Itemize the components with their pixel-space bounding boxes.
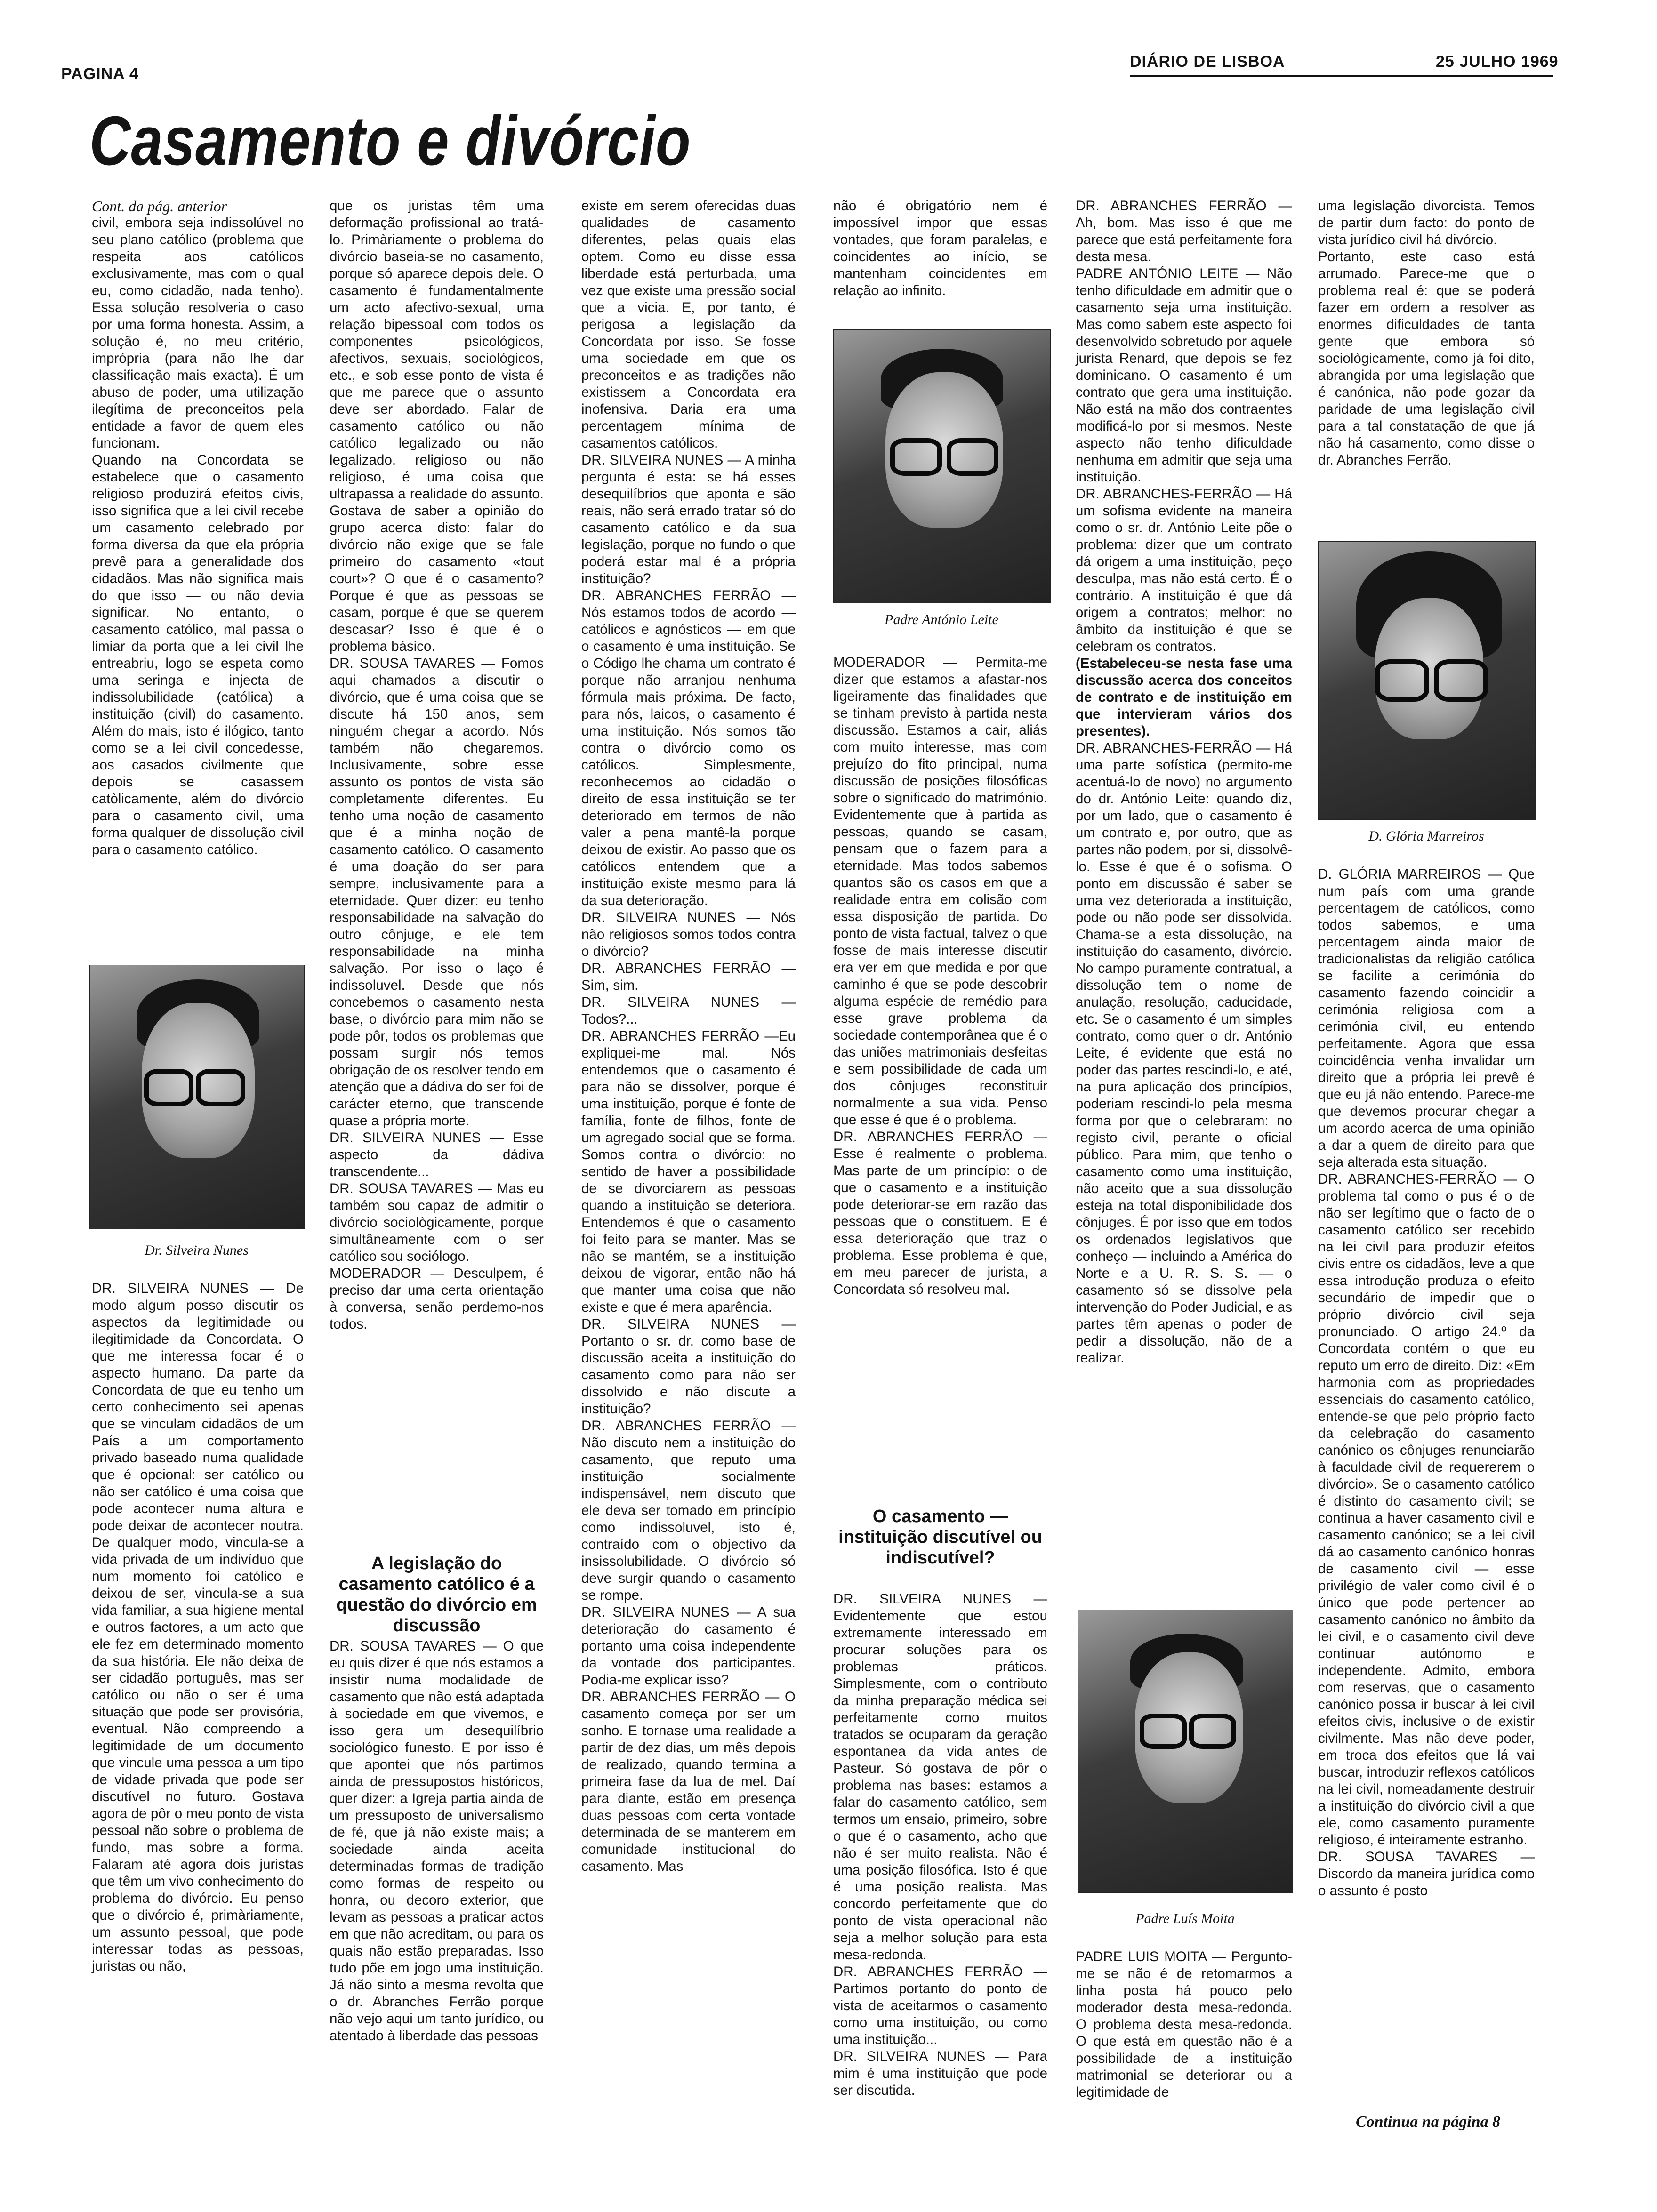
- column-3-text-5: DR. ABRANCHES FERRÃO — Sim, sim.: [581, 961, 796, 993]
- column-4-text-3: DR. ABRANCHES FERRÃO — Esse é realmente o problema. Mas parte de um princípio: o de que o casamento e a instituição pode deteriorar-se em razão das pessoas que o constituem. E é essa deterioração que traz o problema. Esse problema é que, em meu parecer de jurista, a Concordata só resolveu mal.: [833, 1129, 1047, 1297]
- column-6-text-3: D. GLÓRIA MARREIROS — Que num país com uma grande percentagem de católicos, como todos sabemos, e uma percentagem ainda maior de tradicionalistas da religião católica se facilite a cerimónia do casamento fazendo coincidir a cerimónia religiosa com a cerimónia civil, eu entendo perfeitamente. Agora que essa coincidência venha invalidar um direito que a própria lei prevê é que eu já não entendo. Parece-me que devemos procurar chegar a um acordo acerca de uma opinião a dar a quem de direito para que seja alterada esta situação.: [1318, 866, 1535, 1170]
- column-1-text-1: civil, embora seja indissolúvel no seu plano católico (problema que respeita aos católicos exclusivamente, mas com o qual eu, como cidadão, nada tenho). Essa solução resolveria o caso por uma forma honesta. Assim, a solução é, no meu critério, imprópria (para não lhe dar classificação mais exacta). É um abuso de poder, uma utilização ilegítima de preconceitos pela entidade a favor de quem eles funcionam.: [92, 215, 304, 451]
- column-3-text-10: DR. SILVEIRA NUNES — A sua deterioração do casamento é portanto uma coisa independente da vontade dos participantes. Podia-me explicar isso?: [581, 1604, 796, 1688]
- column-5-text-2: PADRE ANTÓNIO LEITE — Não tenho dificuldade em admitir que o casamento seja uma instituição. Mas como sabem este aspecto foi desenvolvido sobretudo por aquele jurista Renard, que depois se fez dominicano. O casamento é um contrato que gera uma instituição. Não está na mão dos contraentes modificá-lo por si mesmos. Neste aspecto não tenho dificuldade nenhuma em admitir que seja uma instituição.: [1076, 266, 1292, 485]
- column-3-text-8: DR. SILVEIRA NUNES — Portanto o sr. dr. como base de discussão aceita a instituição do casamento como para não ser dissolvido e não discute a instituição?: [581, 1316, 796, 1417]
- continued-note: Cont. da pág. anterior: [92, 198, 227, 215]
- column-3-text-9: DR. ABRANCHES FERRÃO — Não discuto nem a instituição do casamento, que reputo uma instituição socialmente indispensável, nem discuto que ele deva ser tomado em princípio como indissoluvel, isto é, contraído com o objectivo da insissolubilidade. O divórcio só deve surgir quando o casamento se rompe.: [581, 1418, 796, 1603]
- column-1-lower: [92, 1280, 304, 1975]
- column-2-text-1: que os juristas têm uma deformação profissional ao tratá-lo. Primàriamente o problema do divórcio baseia-se no casamento, porque só aparece depois dele. O casamento é fundamentalmente um acto afectivo-sexual, uma relação bipessoal com todos os componentes psicológicos, afectivos, sexuais, sociológicos, etc., e sob esse ponto de vista é que me parece que o assunto deve ser abordado. Falar de casamento católico ou não católico legalizado ou não legalizado, religioso ou não religioso, é uma coisa que ultrapassa a realidade do assunto. Gostava de saber a opinião do grupo acerca disto: falar do divórcio não exige que se fale primeiro do casamento «tout court»? O que é o casamento? Porque é que as pessoas se casam, porque é que se querem descasar? Isso é que é o problema básico.: [330, 198, 544, 654]
- portrait-photo-gloria-marreiros: [1318, 541, 1536, 820]
- column-6-text-1: uma legislação divorcista. Temos de partir dum facto: do ponto de vista jurídico civil há divórcio.: [1318, 198, 1535, 248]
- masthead-rule: [1130, 75, 1553, 77]
- glasses-right: [1189, 1714, 1236, 1749]
- column-2-text-5: MODERADOR — Desculpem, é preciso dar uma certa orientação à conversa, senão perdemo-nos todos.: [330, 1266, 544, 1332]
- headline: Casamento e divórcio: [89, 102, 691, 180]
- portrait-photo-luis-moita: [1078, 1610, 1293, 1893]
- column-4-lower: [833, 1591, 1047, 2099]
- glasses-right: [947, 438, 998, 476]
- column-4-middle: [833, 654, 1047, 1298]
- column-5-text-3: DR. ABRANCHES-FERRÃO — Há um sofisma evidente na maneira como o sr. dr. António Leite põe o problema: dizer que um contrato dá origem a uma instituição, peço desculpa, mas não está certo. É o contrário. A instituição é que dá origem a contratos; melhor: no âmbito da instituição é que se celebram os contratos.: [1076, 486, 1292, 654]
- glasses-left: [144, 1069, 193, 1106]
- column-2-lower: [330, 1638, 544, 2044]
- column-3-text-3: DR. ABRANCHES FERRÃO — Nós estamos todos de acordo — católicos e agnósticos — em que o casamento é uma instituição. Se o Código lhe chama um contrato é porque não arranjou nenhuma fórmula mais próxima. De facto, para nós, laicos, o casamento é uma instituição. Nós somos tão contra o divórcio como os católicos. Simplesmente, reconhecemos ao cidadão o direito de essa instituição se ter deteriorado em termos de não valer a pena mantê-la porque deixou de existir. Ao passo que os católicos entendem que a instituição existe mesmo para lá da sua deterioração.: [581, 588, 796, 908]
- caption-luis-moita: Padre Luís Moita: [1135, 1911, 1235, 1926]
- subheading-casamento-instituicao: O casamento — instituição discutível ou indiscutível?: [838, 1507, 1042, 1568]
- column-2-text-4: DR. SOUSA TAVARES — Mas eu também sou capaz de admitir o divórcio sociològicamente, porque simultâneamente com o ser católico sou sociólogo.: [330, 1181, 544, 1264]
- column-6-text-5: DR. SOUSA TAVARES — Discordo da maneira jurídica como o assunto é posto: [1318, 1849, 1535, 1899]
- column-6-lower: [1318, 866, 1535, 1899]
- column-4-text-4: DR. SILVEIRA NUNES — Evidentemente que estou extremamente interessado em procurar soluções para os problemas práticos. Simplesmente, com o contributo da minha preparação médica sei perfeitamente como muitos tratados se ocuparam da geração espontanea da vida antes de Pasteur. Só gostava de pôr o problema nas bases: estamos a falar do casamento católico, sem termos um ensaio, primeiro, sobre o que é o casamento, acho que não é ser muito realista. Não é uma posição filosófica. Isto é que é uma posição realista. Mas concordo perfeitamente que do ponto de vista operacional não seja a melhor solução para esta mesa-redonda.: [833, 1591, 1047, 1963]
- glasses-left: [1140, 1714, 1187, 1749]
- caption-gloria-marreiros: D. Glória Marreiros: [1368, 828, 1484, 844]
- caption-antonio-leite: Padre António Leite: [885, 612, 998, 627]
- page-number: PAGINA 4: [61, 65, 139, 83]
- column-2-text-6: DR. SOUSA TAVARES — O que eu quis dizer é que nós estamos a insistir numa modalidade de casamento que não está adaptada à sociedade em que vivemos, e isso gera um desequilíbrio sociológico funesto. E por isso é que apontei que nós partimos ainda de pressupostos históricos, quer dizer: a Igreja partia ainda de um pressuposto de universalismo de fé, que já não existe mais; a sociedade ainda aceita determinadas formas de tradição como formas de respeito ou honra, ou decoro exterior, que levam as pessoas a praticar actos em que não acreditam, ou para os quais não estão preparadas. Isso tudo põe em jogo uma instituição. Já não sinto a mesma revolta que o dr. Abranches Ferrão porque não vejo aqui um tanto jurídico, ou atentado à liberdade das pessoas: [330, 1638, 544, 2044]
- glasses-left: [890, 438, 942, 476]
- caption-silveira-nunes: Dr. Silveira Nunes: [145, 1242, 249, 1258]
- column-5-text-5: PADRE LUIS MOITA — Pergunto-me se não é de retomarmos a linha posta há pouco pelo moderador desta mesa-redonda. O problema desta mesa-redonda. O que está em questão não é a possibilidade de a instituição matrimonial se deteriorar ou a legitimidade de: [1076, 1949, 1292, 2100]
- column-6-text-4: DR. ABRANCHES-FERRÃO — O problema tal como o pus é o de não ser legítimo que o facto de o casamento católico ser recebido na lei civil para produzir efeitos civis entre os cidadãos, leve a que essa introdução produza o efeito secundário de impedir que o próprio divórcio civil seja pronunciado. O artigo 24.º da Concordata contém o que eu reputo um erro de direito. Diz: «Em harmonia com as propriedades essenciais do casamento católico, entende-se que pelo próprio facto da celebração do casamento canónico os cônjuges renunciarão à faculdade civil de requererem o divórcio». Se o casamento católico é distinto do casamento civil; se continua a haver casamento civil e casamento canónico; se a lei civil dá ao casamento canónico honras de casamento civil — esse privilégio de valer como civil é o único que pode pertencer ao casamento canónico no âmbito da lei civil, e o casamento civil deve continuar autónomo e independente. Admito, embora com reservas, que o casamento canónico possa ir buscar à lei civil efeitos civis, inclusive o de existir civilmente. Mas não deve poder, em troca dos efeitos que lá vai buscar, introduzir reflexos católicos na lei civil, nomeadamente destruir a instituição do divórcio civil a que ele, como casamento puramente religioso, é inteiramente estranho.: [1318, 1171, 1535, 1848]
- column-4-text-2: MODERADOR — Permita-me dizer que estamos a afastar-nos ligeiramente das finalidades que se tinham previsto à partida nesta discussão. Estamos a cair, aliás com muito interesse, mas com prejuízo do fito principal, numa discussão de posições filosóficas sobre o significado do matrimónio. Evidentemente que à partida as pessoas, quando se casam, pensam que o fazem para a eternidade. Mas todos sabemos quantos são os casos em que a realidade entra em colisão com essa disposição de partida. Do ponto de vista factual, talvez o que fosse de mais interesse discutir era ver em que medida e por que caminho é que se pode descobrir alguma espécie de remédio para esse grave problema da sociedade contemporânea que é o das uniões matrimoniais desfeitas e sem possibilidade de cada um dos cônjuges reconstituir normalmente a sua vida. Penso que esse é que é o problema.: [833, 655, 1047, 1128]
- issue-date: 25 JULHO 1969: [1436, 53, 1559, 71]
- column-1: [92, 198, 304, 858]
- column-3: [581, 198, 796, 1875]
- column-5-text-1: DR. ABRANCHES FERRÃO — Ah, bom. Mas isso é que me parece que está perfeitamente fora desta mesa.: [1076, 198, 1292, 264]
- column-3-text-4: DR. SILVEIRA NUNES — Nós não religiosos somos todos contra o divórcio?: [581, 910, 796, 959]
- column-2-text-2: DR. SOUSA TAVARES — Fomos aqui chamados a discutir o divórcio, que é uma coisa que se discute há 150 anos, sem ninguém chegar a acordo. Nós também não chegaremos. Inclusivamente, sobre esse assunto os pontos de vista são completamente diferentes. Eu tenho uma noção de casamento que é a minha noção de casamento católico. O casamento é uma doação do ser para sempre, inclusivamente para a eternidade. Quer dizer: eu tenho responsabilidade na salvação do outro cônjuge, e ele tem responsabilidade na minha salvação. Por isso o laço é indissoluvel. Desde que nós concebemos o casamento nesta base, o divórcio para mim não se pode pôr, todos os problemas que possam surgir nós temos obrigação de os resolver tendo em atenção que a dádiva do ser foi de carácter eterno, que transcende quase a própria morte.: [330, 656, 544, 1129]
- column-2-text-3: DR. SILVEIRA NUNES — Esse aspecto da dádiva transcendente...: [330, 1130, 544, 1179]
- column-3-text-2: DR. SILVEIRA NUNES — A minha pergunta é esta: se há esses desequilíbrios que aponta e são reais, não será errado tratar só do casamento católico e da sua legislação, porque no fundo o que poderá estar mal é a própria instituição?: [581, 452, 796, 586]
- column-2: [330, 198, 544, 1333]
- newspaper-name: DIÁRIO DE LISBOA: [1130, 53, 1285, 71]
- column-4-text-5: DR. ABRANCHES FERRÃO — Partimos portanto do ponto de vista de aceitarmos o casamento como uma instituição, ou como uma instituição...: [833, 1964, 1047, 2047]
- column-3-text-6: DR. SILVEIRA NUNES — Todos?...: [581, 994, 796, 1027]
- column-6: [1318, 198, 1535, 469]
- column-4: [833, 198, 1047, 299]
- column-5: [1076, 198, 1292, 1367]
- column-6-text-2: Portanto, este caso está arrumado. Parece-me que o problema real é: que se poderá fazer em ordem a resolver as enormes dificuldades de tanta gente que embora só sociològicamente, como já foi dito, abrangida por uma legislação que é canónica, não pode gozar da paridade de uma legislação civil para a tal constatação de que já não há casamento, como disse o dr. Abranches Ferrão.: [1318, 249, 1535, 468]
- glasses-left: [1375, 659, 1429, 702]
- glasses-right: [196, 1069, 245, 1106]
- portrait-photo-antonio-leite: [833, 329, 1051, 603]
- column-4-text-1: não é obrigatório nem é impossível impor que essas vontades, que foram paralelas, e coincidentes ao início, se mantenham coincidentes em relação ao infinito.: [833, 198, 1047, 298]
- portrait-photo-silveira-nunes: [89, 965, 305, 1229]
- column-5-text-4: DR. ABRANCHES-FERRÃO — Há uma parte sofística (permito-me acentuá-lo de novo) no argumento do dr. António Leite: quando diz, por um lado, que o casamento é um contrato e, por outro, que as partes não podem, por si, dissolvê-lo. Esse é que é o sofisma. O ponto em discussão é saber se uma vez deteriorada a instituição, pode ou não pode ser dissolvida. Chama-se a esta dissolução, na instituição do casamento, divórcio. No campo puramente contratual, a dissolução tem o nome de anulação, resolução, caducidade, etc. Se o casamento é um simples contrato, como quer o dr. António Leite, é evidente que está no poder das partes rescindi-lo, e até, na pura aplicação dos princípios, poderiam rescindi-lo pela mesma forma por que o celebraram: no registo civil, perante o oficial público. Para mim, que tenho o casamento como uma instituição, não aceito que a sua dissolução esteja na total disponibilidade dos cônjuges. É por isso que em todos os ordenados legislativos que conheço — incluindo a América do Norte e a U. R. S. S. — o casamento só se dissolve pela intervenção do Poder Judicial, e as partes têm apenas o poder de pedir a dissolução, não de a realizar.: [1076, 740, 1292, 1366]
- glasses-right: [1434, 659, 1488, 702]
- continued-on-page: Continua na página 8: [1356, 2113, 1501, 2131]
- column-3-text-7: DR. ABRANCHES FERRÃO —Eu expliquei-me mal. Nós entendemos que o casamento é para não se dissolver, porque é uma instituição, porque é fonte de família, fonte de filhos, fonte de um agregado social que se forma. Somos contra o divórcio: no sentido de haver a possibilidade de se divorciarem as pessoas quando a instituição se deteriora. Entendemos é que o casamento foi feito para se manter. Mas se não se mantém, se a instituição deixou de vigorar, então não há que manter uma coisa que não existe e que é mera aparência.: [581, 1028, 796, 1315]
- column-1-text-3: DR. SILVEIRA NUNES — De modo algum posso discutir os aspectos da legitimidade ou ilegitimidade da Concordata. O que me interessa focar é o aspecto humano. Da parte da Concordata de que eu tenho um certo conhecimento sei apenas que se vinculam cidadãos de um País a um comportamento privado baseado numa qualidade que é opcional: ser católico ou não ser católico é uma coisa que pode acontecer numa altura e pode deixar de acontecer noutra. De qualquer modo, vincula-se a vida privada de um indivíduo que num momento foi católico e deixou de ser, vincula-se a sua vida familiar, a sua higiene mental e outros factores, a um acto que ele fez em determinado momento da sua história. Ele não deixa de ser cidadão português, mas ser católico ou não o ser é uma situação que pode ser provisória, eventual. Não compreendo a legitimidade de um documento que vincule uma pessoa a um tipo de vidade privada que pode ser discutível no futuro. Gostava agora de pôr o meu ponto de vista pessoal não sobre o problema de fundo, mas sobre a forma. Falaram até agora dois juristas que têm um vivo conhecimento do problema do divórcio. Eu penso que o divórcio é, primàriamente, um assunto pessoal, que pode interessar todas as pessoas, juristas ou não,: [92, 1281, 304, 1974]
- column-1-text-2: Quando na Concordata se estabelece que o casamento religioso produzirá efeitos civis, isso significa que a lei civil recebe um casamento celebrado por forma diversa da que ela própria prevê para a generalidade dos cidadãos. Mas não significa mais do que isso — ou não devia significar. No entanto, o casamento católico, mal passa o limiar da porta que a lei civil lhe entreabriu, logo se espeta como uma seringa e injecta de indissolubilidade (católica) a instituição (civil) do casamento. Além do mais, isto é ilógico, tanto como se a lei civil concedesse, aos casados civilmente que depois se casassem catòlicamente, além do divórcio para o casamento civil, uma forma qualquer de dissolução civil para o casamento católico.: [92, 452, 304, 858]
- subheading-legislacao: A legislação do casamento católico é a questão do divórcio em discussão: [336, 1554, 537, 1635]
- editorial-note: (Estabeleceu-se nesta fase uma discussão acerca dos conceitos de contrato e de instituição em que intervieram vários dos presentes).: [1076, 656, 1292, 739]
- column-3-text-11: DR. ABRANCHES FERRÃO — O casamento começa por ser um sonho. E tornase uma realidade a partir de dez dias, um mês depois de realizado, quando termina a primeira fase da lua de mel. Daí para diante, estão em presença duas pessoas com certa vontade determinada de se manterem em comunidade institucional do casamento. Mas: [581, 1689, 796, 1874]
- column-4-text-6: DR. SILVEIRA NUNES — Para mim é uma instituição que pode ser discutida.: [833, 2049, 1047, 2098]
- column-5-lower: [1076, 1948, 1292, 2101]
- column-3-text-1: existe em serem oferecidas duas qualidades de casamento diferentes, pelas quais elas optem. Como eu disse essa liberdade está perturbada, uma vez que existe uma pressão social que a vicia. E, por tanto, é perigosa a legislação da Concordata por isso. Se fosse uma sociedade em que os preconceitos e as tradições não existissem a Concordata era inofensiva. Daria era uma percentagem mínima de casamentos católicos.: [581, 198, 796, 451]
